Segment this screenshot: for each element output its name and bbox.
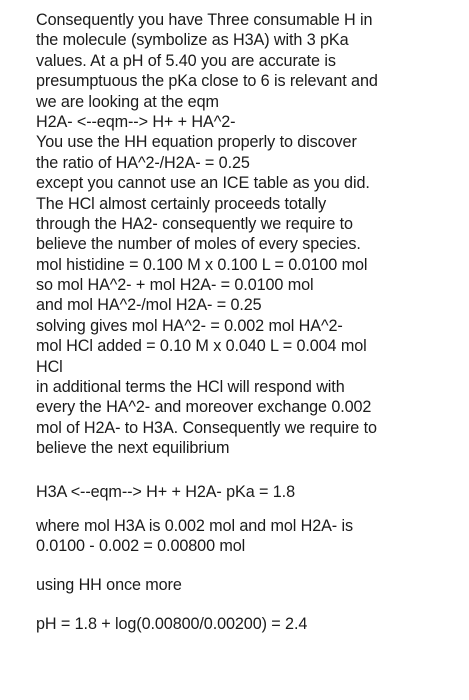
text-line: where mol H3A is 0.002 mol and mol H2A- is xyxy=(36,516,353,535)
text-line: solving gives mol HA^2- = 0.002 mol HA^2- xyxy=(36,316,343,335)
text-line: we are looking at the eqm xyxy=(36,92,219,111)
text-line: You use the HH equation properly to discover xyxy=(36,133,357,152)
text-line: mol HCl added = 0.10 M x 0.040 L = 0.004 mol xyxy=(36,337,367,356)
equilibrium-line: H2A- <--eqm--> H+ + HA^2- xyxy=(36,112,236,131)
hh-again-line: using HH once more xyxy=(36,575,182,594)
blank-gap xyxy=(36,595,461,614)
text-line: the ratio of HA^2-/H2A- = 0.25 xyxy=(36,153,250,172)
text-line: and mol HA^2-/mol H2A- = 0.25 xyxy=(36,296,262,315)
text-line: believe the number of moles of every species. xyxy=(36,235,361,254)
text-line: except you cannot use an ICE table as you did. xyxy=(36,174,370,193)
blank-gap xyxy=(36,459,461,482)
paragraph-moles xyxy=(36,516,461,557)
blank-gap xyxy=(36,557,461,575)
text-line: presumptuous the pKa close to 6 is relevant and xyxy=(36,72,378,91)
equilibrium-h3a-line: H3A <--eqm--> H+ + H2A- pKa = 1.8 xyxy=(36,482,295,501)
paragraph-main xyxy=(36,10,461,459)
text-line: values. At a pH of 5.40 you are accurate is xyxy=(36,51,336,70)
text-line: 0.0100 - 0.002 = 0.00800 mol xyxy=(36,537,246,556)
text-line: HCl xyxy=(36,357,63,376)
blank-gap xyxy=(36,502,461,516)
text-line: in additional terms the HCl will respond with xyxy=(36,378,345,397)
text-line: The HCl almost certainly proceeds totally xyxy=(36,194,327,213)
text-line: the molecule (symbolize as H3A) with 3 pKa xyxy=(36,31,349,50)
text-line: mol of H2A- to H3A. Consequently we require to xyxy=(36,418,377,437)
text-line: believe the next equilibrium xyxy=(36,439,230,458)
text-line: through the HA2- consequently we require to xyxy=(36,214,353,233)
text-line: mol histidine = 0.100 M x 0.100 L = 0.0100 mol xyxy=(36,255,368,274)
text-line: Consequently you have Three consumable H in xyxy=(36,11,373,29)
text-line: so mol HA^2- + mol H2A- = 0.0100 mol xyxy=(36,276,314,295)
final-ph-line: pH = 1.8 + log(0.00800/0.00200) = 2.4 xyxy=(36,615,308,634)
text-line: every the HA^2- and moreover exchange 0.002 xyxy=(36,398,372,417)
